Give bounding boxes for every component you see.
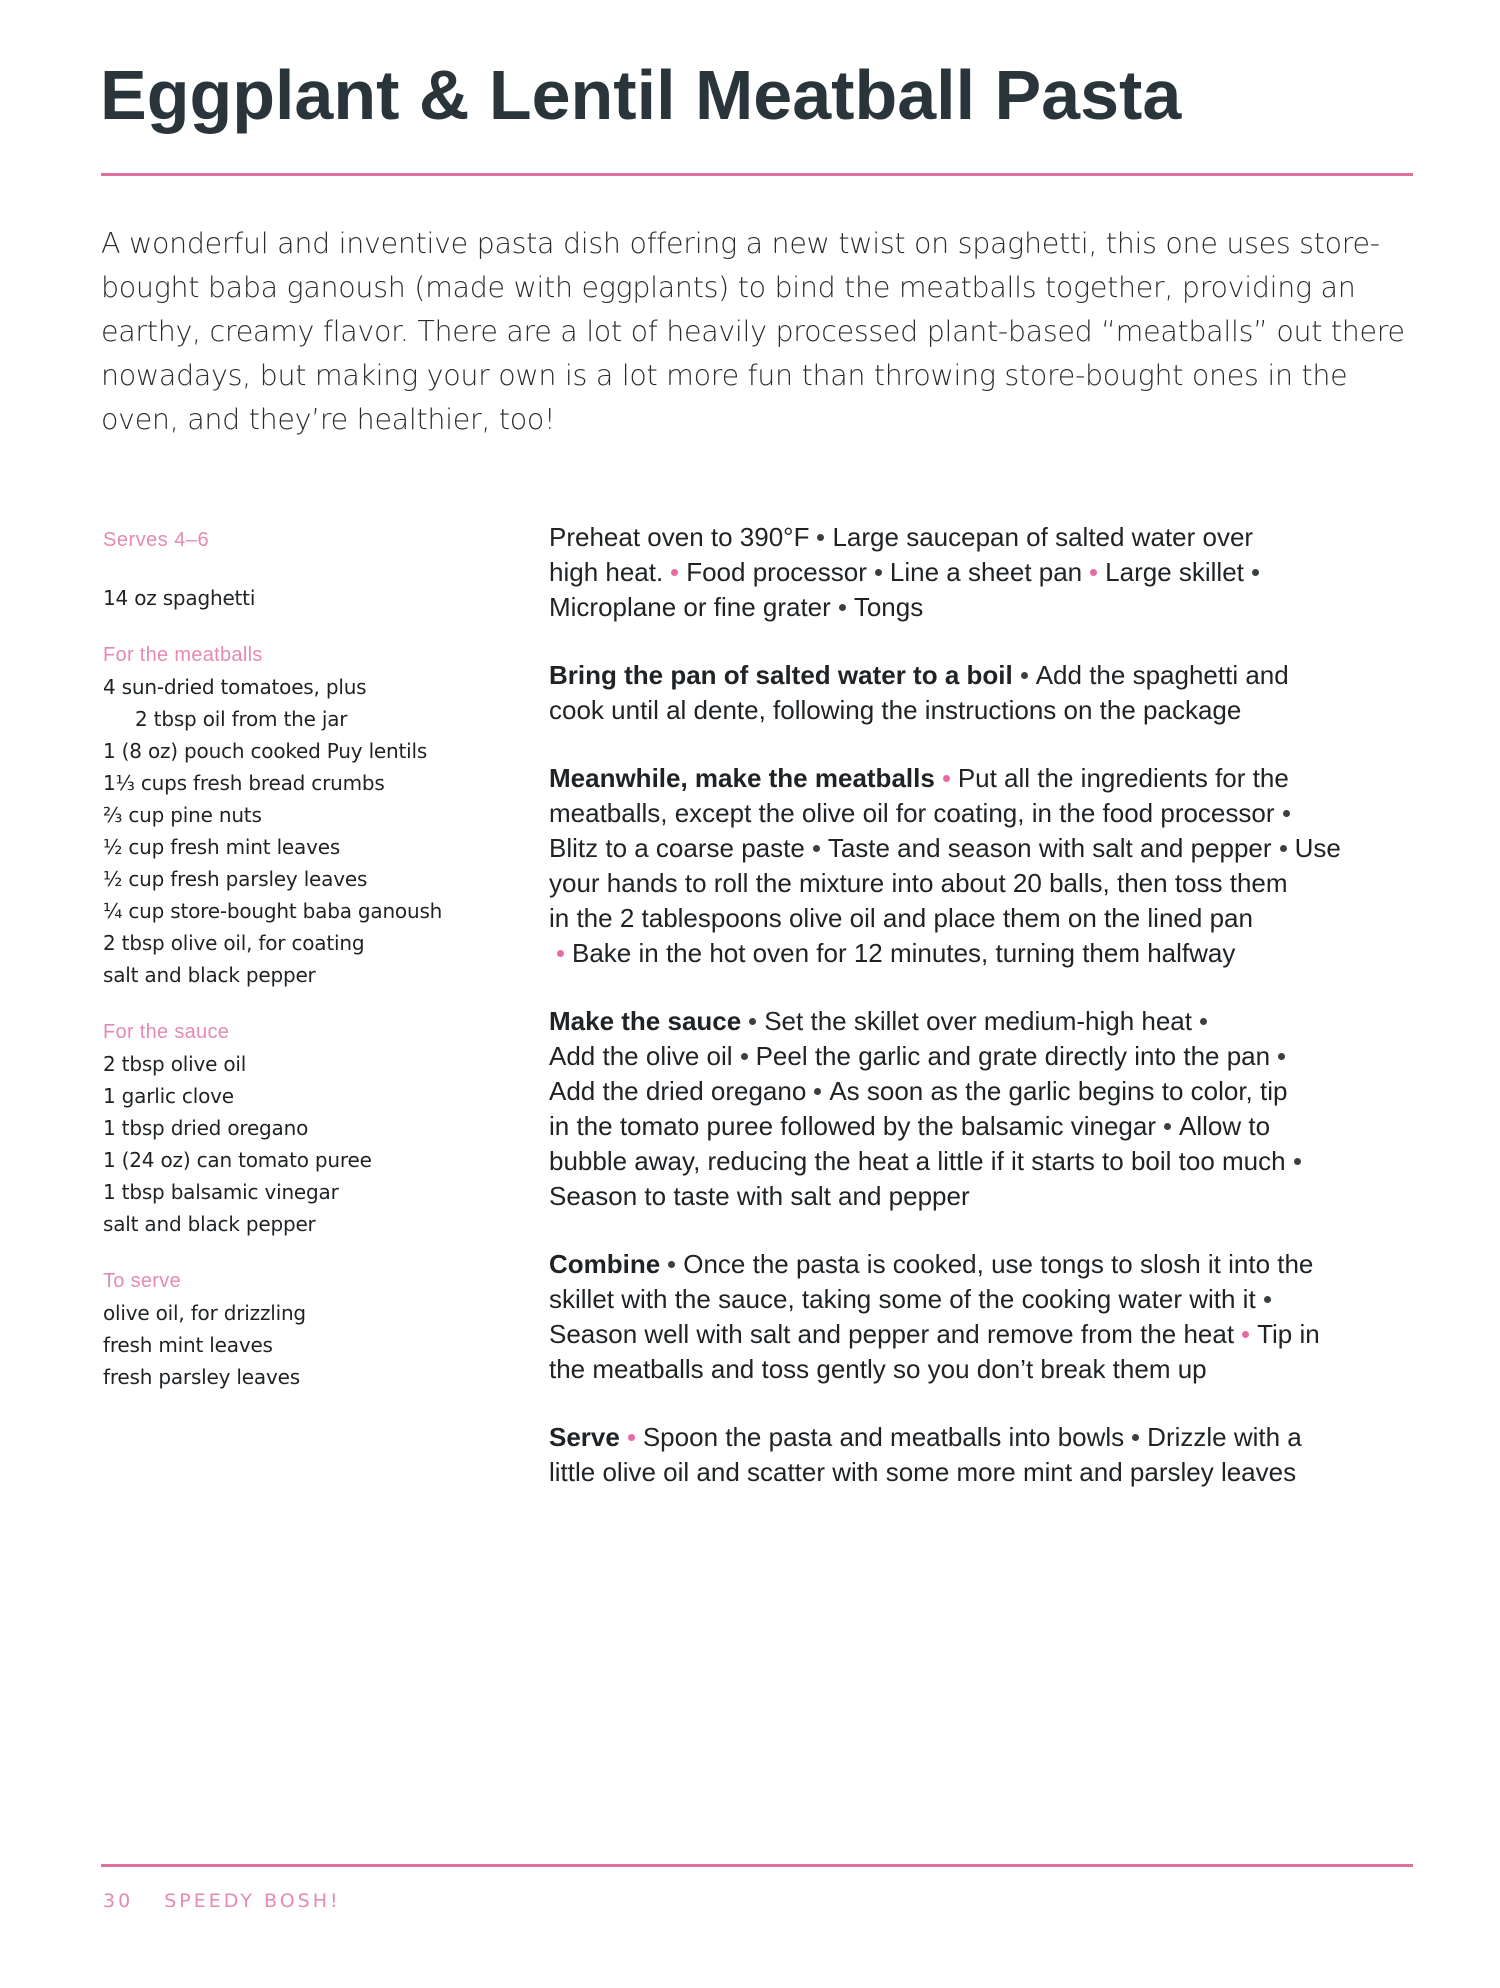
step-text: Season well with salt and pepper and remove from the heat (549, 1319, 1235, 1349)
bullet-separator-icon (875, 569, 882, 576)
step-line (549, 590, 1429, 625)
step-line (549, 901, 1429, 936)
recipe-title: Eggplant & Lentil Meatball Pasta (100, 56, 1182, 134)
bullet-separator-icon (1090, 569, 1097, 576)
step-text: Put all the ingredients for the (957, 763, 1289, 793)
method-column (549, 520, 1429, 1523)
step-text: Blitz to a coarse paste (549, 833, 805, 863)
ingredient-item: 2 tbsp oil from the jar (135, 707, 348, 731)
step-text: Allow to (1179, 1111, 1271, 1141)
bullet-separator-icon (817, 534, 824, 541)
ingredient-item: 1 (8 oz) pouch cooked Puy lentils (103, 739, 428, 763)
step-text: Once the pasta is cooked, use tongs to slosh it into the (683, 1249, 1314, 1279)
ingredient-item: salt and black pepper (103, 1212, 316, 1236)
step-text: Tip in (1257, 1319, 1320, 1349)
step-text: Food processor (686, 557, 867, 587)
step-line (549, 1039, 1429, 1074)
step-line (549, 936, 1429, 971)
method-step-meatballs (549, 761, 1429, 971)
ingredient-item: fresh mint leaves (103, 1333, 273, 1357)
step-text: in the tomato puree followed by the balsamic vinegar (549, 1111, 1157, 1141)
step-text: Peel the garlic and grate directly into the pan (755, 1041, 1271, 1071)
step-line (549, 761, 1429, 796)
step-line (549, 796, 1429, 831)
ingredient-group (103, 1016, 523, 1240)
ingredient-item: olive oil, for drizzling (103, 1301, 306, 1325)
bullet-separator-icon (668, 1261, 675, 1268)
method-step-boil (549, 658, 1429, 728)
book-title: SPEEDY BOSH! (164, 1890, 341, 1912)
bullet-separator-icon (1242, 1331, 1249, 1338)
step-text: Add the dried oregano (549, 1076, 807, 1106)
intro-line: oven, and they’re healthier, too! (101, 403, 556, 436)
bullet-separator-icon (1280, 845, 1287, 852)
step-text: Bake in the hot oven for 12 minutes, turning them halfway (572, 938, 1236, 968)
step-line (549, 520, 1429, 555)
ingredient-groups (103, 639, 523, 1393)
step-text: the meatballs and toss gently so you don’t break them up (549, 1354, 1207, 1384)
step-line (549, 1317, 1429, 1352)
step-line (549, 1247, 1429, 1282)
step-text: Add the olive oil (549, 1041, 733, 1071)
ingredient-group-label: For the sauce (103, 1021, 230, 1043)
step-text: little olive oil and scatter with some more mint and parsley leaves (549, 1457, 1297, 1487)
step-line (549, 831, 1429, 866)
step-line (549, 1179, 1429, 1214)
ingredient-group-label: To serve (103, 1270, 181, 1292)
main-ingredients (103, 582, 523, 614)
step-text: Microplane or fine grater (549, 592, 831, 622)
bullet-separator-icon (749, 1018, 756, 1025)
step-text: Spoon the pasta and meatballs into bowls (642, 1422, 1125, 1452)
step-line (549, 1109, 1429, 1144)
step-text: bubble away, reducing the heat a little if it starts to boil too much (549, 1146, 1286, 1176)
ingredient-item: 1 tbsp balsamic vinegar (103, 1180, 339, 1204)
ingredient-item: ⅔ cup pine nuts (103, 803, 262, 827)
step-text: in the 2 tablespoons olive oil and place them on the lined pan (549, 903, 1253, 933)
ingredient-group (103, 1265, 523, 1393)
ingredient-item: 14 oz spaghetti (103, 586, 256, 610)
step-line (549, 1004, 1429, 1039)
step-text: Large skillet (1105, 557, 1244, 587)
ingredient-item: 2 tbsp olive oil, for coating (103, 931, 365, 955)
step-text: As soon as the garlic begins to color, tip (829, 1076, 1288, 1106)
bullet-separator-icon (741, 1053, 748, 1060)
recipe-intro (101, 222, 1421, 442)
step-line (549, 555, 1429, 590)
method-step-combine (549, 1247, 1429, 1387)
ingredient-item: 4 sun-dried tomatoes, plus (103, 675, 367, 699)
step-line (549, 866, 1429, 901)
bullet-separator-icon (1278, 1053, 1285, 1060)
step-line (549, 658, 1429, 693)
ingredient-item: 1 tbsp dried oregano (103, 1116, 309, 1140)
step-text: Season to taste with salt and pepper (549, 1181, 970, 1211)
bullet-separator-icon (557, 950, 564, 957)
ingredient-group (103, 639, 523, 991)
step-text: Add the spaghetti and (1035, 660, 1289, 690)
step-heading: Meanwhile, make the meatballs (549, 763, 935, 793)
intro-line: A wonderful and inventive pasta dish offering a new twist on spaghetti, this one uses store- (101, 227, 1380, 260)
step-text: cook until al dente, following the instructions on the package (549, 695, 1242, 725)
step-line (549, 1420, 1429, 1455)
step-line (549, 1282, 1429, 1317)
step-text: meatballs, except the olive oil for coating, in the food processor (549, 798, 1275, 828)
bullet-separator-icon (671, 569, 678, 576)
bullet-separator-icon (1132, 1434, 1139, 1441)
intro-line: earthy, creamy flavor. There are a lot of heavily processed plant-based “meatballs” out there (101, 315, 1405, 348)
bullet-separator-icon (1252, 569, 1259, 576)
step-text: Drizzle with a (1147, 1422, 1302, 1452)
bullet-separator-icon (1294, 1158, 1301, 1165)
ingredient-item: salt and black pepper (103, 963, 316, 987)
footer-divider (101, 1864, 1413, 1867)
step-line (549, 1144, 1429, 1179)
intro-line: bought baba ganoush (made with eggplants) to bind the meatballs together, providing an (101, 271, 1356, 304)
step-line (549, 1352, 1429, 1387)
step-text: Use (1294, 833, 1341, 863)
bullet-separator-icon (943, 775, 950, 782)
step-heading: Bring the pan of salted water to a boil (549, 660, 1013, 690)
step-heading: Combine (549, 1249, 661, 1279)
step-text: Set the skillet over medium-high heat (764, 1006, 1192, 1036)
step-text: Line a sheet pan (889, 557, 1083, 587)
bullet-separator-icon (1200, 1018, 1207, 1025)
ingredient-item: ½ cup fresh parsley leaves (103, 867, 368, 891)
ingredients-column (103, 526, 523, 1393)
bullet-separator-icon (1164, 1123, 1171, 1130)
ingredient-item: 2 tbsp olive oil (103, 1052, 247, 1076)
method-step-preheat (549, 520, 1429, 625)
ingredient-item: 1 (24 oz) can tomato puree (103, 1148, 372, 1172)
method-step-serve (549, 1420, 1429, 1490)
bullet-separator-icon (1264, 1296, 1271, 1303)
step-heading: Serve (549, 1422, 620, 1452)
page-number: 30 (103, 1890, 134, 1912)
bullet-separator-icon (839, 604, 846, 611)
bullet-separator-icon (814, 1088, 821, 1095)
step-line (549, 1074, 1429, 1109)
step-line (549, 1455, 1429, 1490)
page-footer (103, 1890, 341, 1912)
step-text: your hands to roll the mixture into about 20 balls, then toss them (549, 868, 1288, 898)
ingredient-item: 1⅓ cups fresh bread crumbs (103, 771, 385, 795)
bullet-separator-icon (813, 845, 820, 852)
bullet-separator-icon (628, 1434, 635, 1441)
servings-label: Serves 4–6 (103, 529, 210, 551)
method-step-sauce (549, 1004, 1429, 1214)
step-line (549, 693, 1429, 728)
bullet-separator-icon (1283, 810, 1290, 817)
ingredient-group-label: For the meatballs (103, 644, 263, 666)
step-heading: Make the sauce (549, 1006, 742, 1036)
ingredient-item: 1 garlic clove (103, 1084, 234, 1108)
title-divider (101, 173, 1413, 176)
ingredient-item: fresh parsley leaves (103, 1365, 300, 1389)
step-text: Large saucepan of salted water over (832, 522, 1254, 552)
step-text: Preheat oven to 390°F (549, 522, 810, 552)
step-text: Tongs (853, 592, 924, 622)
step-text: high heat. (549, 557, 664, 587)
ingredient-item: ½ cup fresh mint leaves (103, 835, 341, 859)
step-text: skillet with the sauce, taking some of the cooking water with it (549, 1284, 1256, 1314)
bullet-separator-icon (1021, 672, 1028, 679)
step-text: Taste and season with salt and pepper (827, 833, 1272, 863)
ingredient-item: ¼ cup store-bought baba ganoush (103, 899, 443, 923)
intro-line: nowadays, but making your own is a lot more fun than throwing store-bought ones in the (101, 359, 1348, 392)
